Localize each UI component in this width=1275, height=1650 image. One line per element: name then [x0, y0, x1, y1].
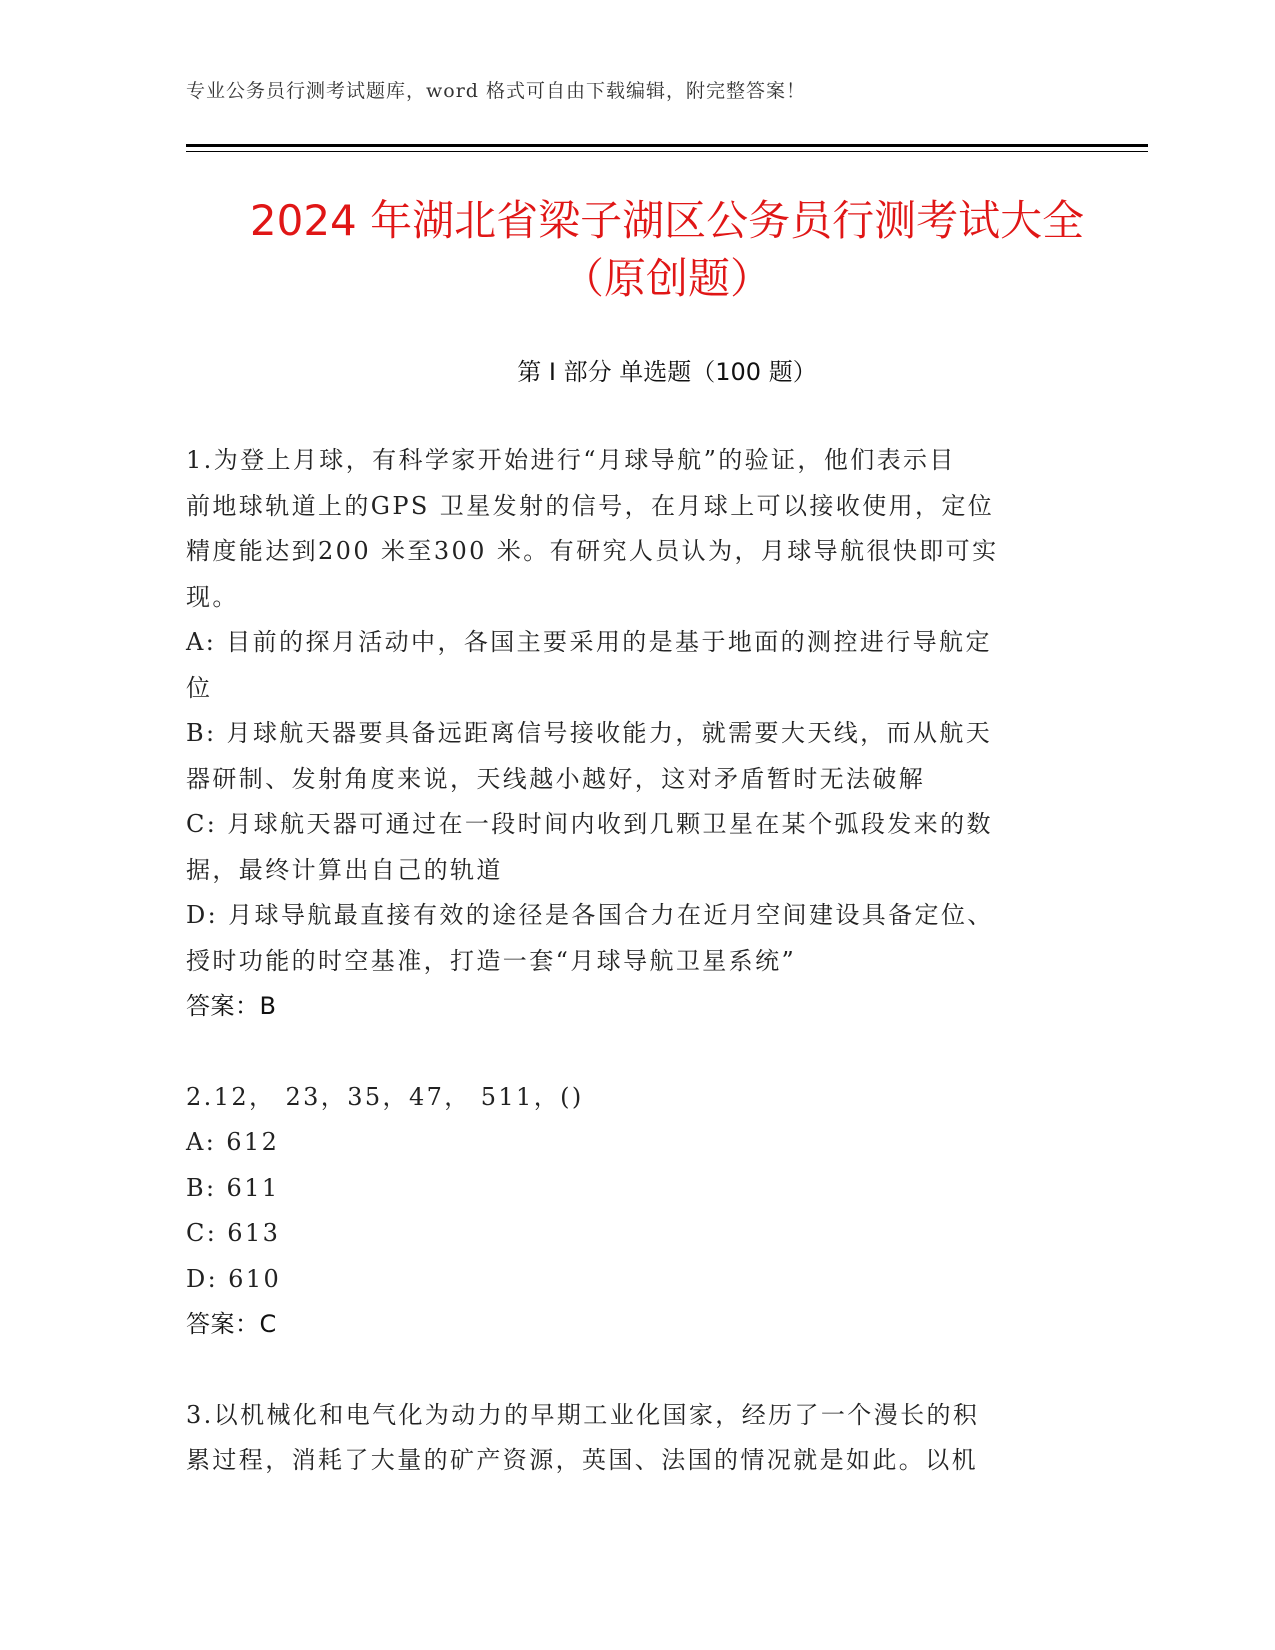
question-stem-line: 现。 — [186, 582, 239, 611]
section-heading: 第 I 部分 单选题（100 题） — [517, 358, 817, 386]
question-stem-line: 1.为登上月球，有科学家开始进行“月球导航”的验证，他们表示目 — [186, 446, 956, 474]
answer-label: 答案：C — [186, 1310, 277, 1338]
question-1 — [186, 438, 1066, 1030]
option-line: C: 613 — [186, 1219, 281, 1247]
header-rule-thick — [186, 144, 1148, 147]
option-line: 据，最终计算出自己的轨道 — [186, 855, 503, 884]
option-line: 器研制、发射角度来说，天线越小越好，这对矛盾暂时无法破解 — [186, 764, 926, 793]
question-spacer — [186, 1030, 1066, 1075]
question-stem-line: 精度能达到200 米至300 米。有研究人员认为，月球导航很快即可实 — [186, 537, 999, 565]
question-stem-line: 2.12， 23，35，47， 511，() — [186, 1082, 584, 1111]
option-line: A: 目前的探月活动中，各国主要采用的是基于地面的测控进行导航定 — [186, 628, 992, 656]
answer-label: 答案：B — [186, 992, 277, 1020]
header-rule-thin — [186, 151, 1148, 152]
header-note: 专业公务员行测考试题库，word 格式可自由下载编辑，附完整答案！ — [186, 80, 806, 102]
option-line: A: 612 — [186, 1128, 280, 1156]
option-line: D: 610 — [186, 1264, 282, 1293]
question-stem-line: 3.以机械化和电气化为动力的早期工业化国家，经历了一个漫长的积 — [186, 1400, 980, 1429]
title-line-1: 2024 年湖北省梁子湖区公务员行测考试大全 — [249, 196, 1085, 245]
option-line: 授时功能的时空基准，打造一套“月球导航卫星系统” — [186, 946, 797, 975]
question-2 — [186, 1075, 1066, 1348]
option-line: 位 — [186, 673, 213, 702]
option-line: D: 月球导航最直接有效的途径是各国合力在近月空间建设具备定位、 — [186, 901, 994, 929]
question-stem-line: 累过程，消耗了大量的矿产资源，英国、法国的情况就是如此。以机 — [186, 1446, 978, 1474]
option-line: C: 月球航天器可通过在一段时间内收到几颗卫星在某个弧段发来的数 — [186, 810, 993, 838]
title-line-2: （原创题） — [561, 254, 772, 303]
option-line: B: 月球航天器要具备远距离信号接收能力，就需要大天线，而从航天 — [186, 719, 993, 747]
question-spacer — [186, 1348, 1066, 1393]
document-title — [186, 192, 1148, 308]
question-list — [186, 438, 1066, 1484]
option-line: B: 611 — [186, 1173, 280, 1202]
question-3 — [186, 1393, 1066, 1484]
question-stem-line: 前地球轨道上的GPS 卫星发射的信号，在月球上可以接收使用，定位 — [186, 491, 995, 520]
